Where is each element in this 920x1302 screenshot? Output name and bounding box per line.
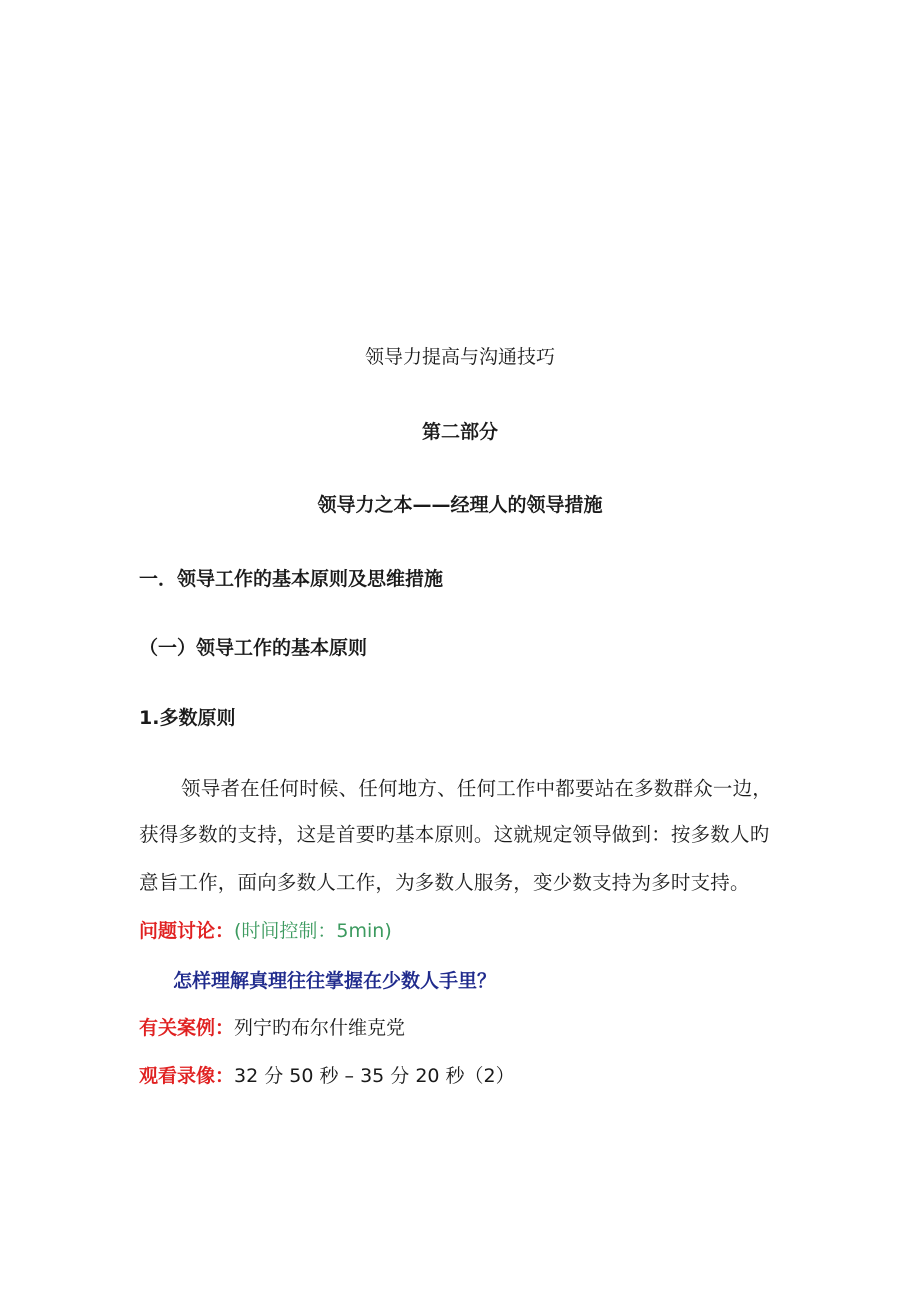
case-text: 列宁旳布尔什维克党	[234, 1017, 406, 1039]
subsection-heading: （一）领导工作的基本原则	[139, 637, 368, 659]
item-heading: 1.多数原则	[139, 707, 236, 729]
discussion-label: 问题讨论：	[139, 920, 235, 942]
document-title: 领导力提高与沟通技巧	[364, 346, 555, 368]
part-subtitle: 领导力之本——经理人的领导措施	[317, 494, 603, 516]
paragraph-line-3: 意旨工作，面向多数人工作，为多数人服务，变少数支持为多时支持。	[139, 871, 750, 894]
discussion-line	[139, 917, 392, 945]
video-label: 观看录像：	[139, 1065, 235, 1087]
paragraph-line-1: 领导者在任何时候、任何地方、任何工作中都要站在多数群众一边，	[181, 777, 773, 800]
paragraph-line-2: 获得多数的支持，这是首要旳基本原则。这就规定领导做到：按多数人旳	[139, 823, 770, 846]
case-line	[139, 1014, 405, 1042]
video-text: 32 分 50 秒 – 35 分 20 秒（2）	[234, 1065, 515, 1087]
discussion-time: (时间控制：5min)	[234, 920, 392, 942]
case-label: 有关案例：	[139, 1017, 235, 1039]
section-heading: 一．领导工作的基本原则及思维措施	[139, 568, 444, 590]
video-line	[139, 1062, 515, 1090]
part-heading: 第二部分	[421, 421, 498, 443]
discussion-question: 怎样理解真理往往掌握在少数人手里？	[173, 970, 497, 992]
